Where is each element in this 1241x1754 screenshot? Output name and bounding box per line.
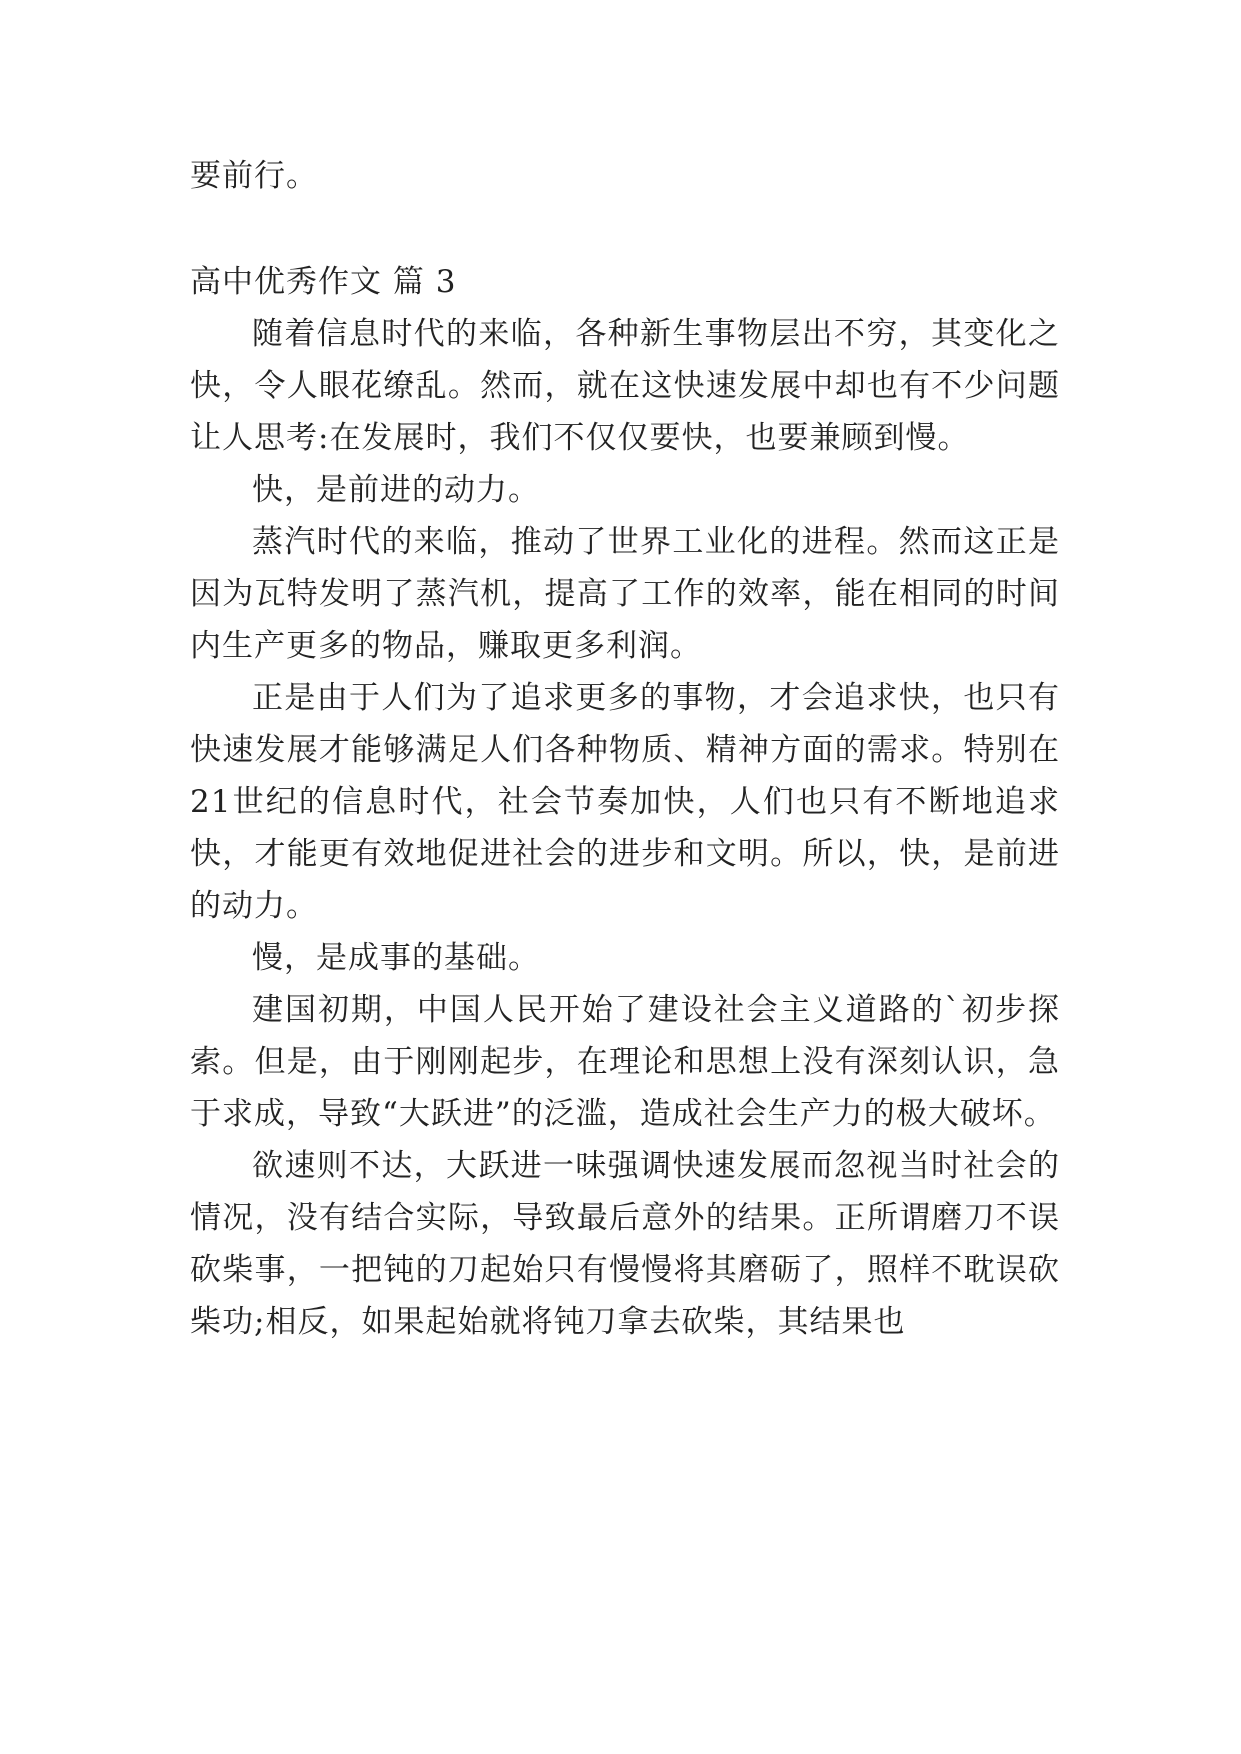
paragraph-2: 快，是前进的动力。 [252,472,540,508]
paragraph-5: 慢，是成事的基础。 [252,940,540,976]
essay-heading: 高中优秀作文 篇 3 [190,264,457,300]
paragraph-4: 正是由于人们为了追求更多的事物，才会追求快，也只有快速发展才能够满足人们各种物质、精神方面的需求。特别在21世纪的信息时代，社会节奏加快，人们也只有不断地追求快，才能更有效地促进社会的进步和文明。所以，快，是前进的动力。 [190,680,1060,924]
paragraph-3: 蒸汽时代的来临，推动了世界工业化的进程。然而这正是因为瓦特发明了蒸汽机，提高了工作的效率，能在相同的时间内生产更多的物品，赚取更多利润。 [190,524,1060,664]
previous-essay-ending: 要前行。 [190,158,318,194]
paragraph-7: 欲速则不达，大跃进一味强调快速发展而忽视当时社会的情况，没有结合实际，导致最后意外的结果。正所谓磨刀不误砍柴事，一把钝的刀起始只有慢慢将其磨砺了，照样不耽误砍柴功;相反，如果起始就将钝刀拿去砍柴，其结果也 [190,1148,1060,1340]
paragraph-6: 建国初期，中国人民开始了建设社会主义道路的`初步探索。但是，由于刚刚起步，在理论和思想上没有深刻认识，急于求成，导致“大跃进”的泛滥，造成社会生产力的极大破坏。 [190,992,1060,1132]
paragraph-1: 随着信息时代的来临，各种新生事物层出不穷，其变化之快，令人眼花缭乱。然而，就在这快速发展中却也有不少问题让人思考:在发展时，我们不仅仅要快，也要兼顾到慢。 [190,316,1060,456]
document-body [190,150,1060,1348]
